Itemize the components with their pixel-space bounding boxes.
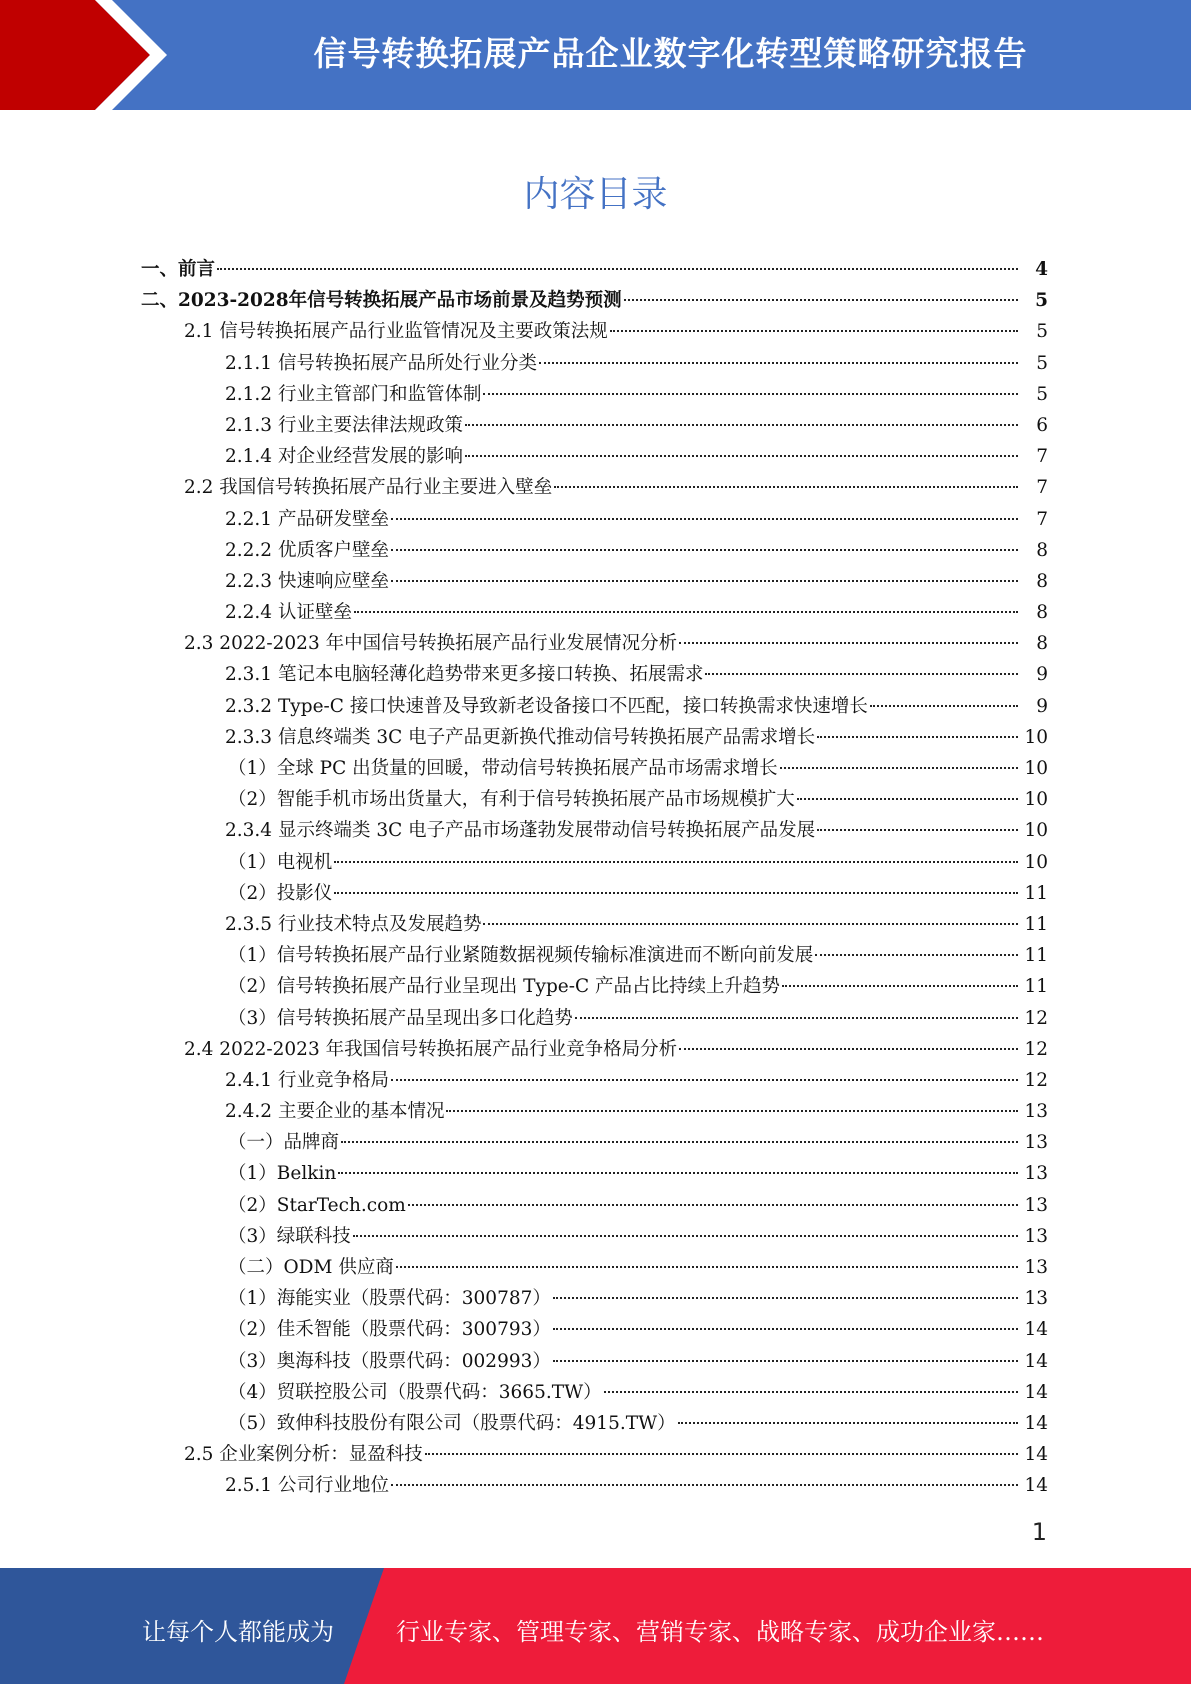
toc-entry-label: （4）贸联控股公司（股票代码：3665.TW） bbox=[228, 1381, 602, 1403]
toc-entry[interactable] bbox=[0, 784, 1191, 815]
toc-entry-page: 13 bbox=[1024, 1132, 1048, 1154]
toc-entry-page: 14 bbox=[1024, 1444, 1048, 1466]
toc-dot-leader bbox=[817, 829, 1018, 831]
toc-entry-page: 14 bbox=[1024, 1475, 1048, 1497]
toc-entry-page: 14 bbox=[1024, 1319, 1048, 1341]
toc-entry[interactable] bbox=[0, 722, 1191, 753]
toc-entry[interactable] bbox=[0, 753, 1191, 784]
toc-entry-label: 2.3.2 Type-C 接口快速普及导致新老设备接口不匹配，接口转换需求快速增长 bbox=[225, 695, 868, 717]
toc-entry-label: 二、2023-2028年信号转换拓展产品市场前景及趋势预测 bbox=[141, 290, 622, 312]
toc-entry[interactable] bbox=[0, 1346, 1191, 1377]
toc-dot-leader bbox=[610, 330, 1018, 332]
toc-entry-label: （2）StarTech.com bbox=[228, 1194, 406, 1216]
toc-dot-leader bbox=[679, 642, 1018, 644]
toc-dot-leader bbox=[679, 1048, 1018, 1050]
footer-banner bbox=[0, 1568, 1191, 1684]
header-banner bbox=[0, 0, 1191, 110]
toc-entry-label: 2.2.2 优质客户壁垒 bbox=[225, 539, 389, 561]
toc-entry-label: 2.1.3 行业主要法律法规政策 bbox=[225, 414, 463, 436]
toc-dot-leader bbox=[483, 923, 1018, 925]
toc-entry-page: 13 bbox=[1024, 1288, 1048, 1310]
toc-entry-label: （二）ODM 供应商 bbox=[228, 1257, 394, 1278]
toc-entry-page: 11 bbox=[1024, 976, 1048, 998]
toc-entry-page: 10 bbox=[1024, 820, 1048, 842]
toc-entry-page: 9 bbox=[1036, 664, 1048, 686]
toc-entry-label: （3）信号转换拓展产品呈现出多口化趋势 bbox=[228, 1007, 573, 1029]
toc-entry-page: 12 bbox=[1024, 1069, 1048, 1091]
toc-entry-label: 2.4.1 行业竞争格局 bbox=[225, 1069, 389, 1091]
toc-dot-leader bbox=[782, 985, 1018, 987]
table-of-contents bbox=[0, 254, 1191, 1502]
toc-dot-leader bbox=[354, 611, 1018, 613]
toc-dot-leader bbox=[408, 1204, 1018, 1206]
toc-entry-label: 2.2 我国信号转换拓展产品行业主要进入壁垒 bbox=[184, 477, 553, 499]
toc-dot-leader bbox=[391, 580, 1018, 582]
toc-entry-page: 5 bbox=[1036, 383, 1048, 405]
toc-entry[interactable] bbox=[0, 441, 1191, 472]
toc-entry[interactable] bbox=[0, 1252, 1191, 1283]
toc-entry-page: 9 bbox=[1036, 695, 1048, 717]
toc-entry[interactable] bbox=[0, 971, 1191, 1002]
toc-entry-page: 11 bbox=[1024, 913, 1048, 935]
toc-entry[interactable] bbox=[0, 1314, 1191, 1345]
toc-entry-label: （3）奥海科技（股票代码：002993） bbox=[228, 1350, 551, 1372]
toc-entry-page: 14 bbox=[1024, 1350, 1048, 1372]
toc-entry-page: 10 bbox=[1024, 851, 1048, 873]
toc-entry-page: 10 bbox=[1024, 758, 1048, 779]
toc-entry[interactable] bbox=[0, 1158, 1191, 1189]
toc-entry[interactable] bbox=[0, 254, 1191, 285]
toc-entry-page: 13 bbox=[1024, 1163, 1048, 1185]
toc-entry[interactable] bbox=[0, 316, 1191, 347]
toc-entry[interactable] bbox=[0, 472, 1191, 503]
toc-entry-label: 2.5 企业案例分析：显盈科技 bbox=[184, 1444, 423, 1466]
toc-entry-page: 11 bbox=[1024, 882, 1048, 904]
toc-entry-label: （一）品牌商 bbox=[228, 1132, 340, 1154]
toc-entry[interactable] bbox=[0, 815, 1191, 846]
toc-dot-leader bbox=[817, 736, 1018, 738]
toc-entry[interactable] bbox=[0, 1127, 1191, 1158]
toc-dot-leader bbox=[604, 1391, 1018, 1393]
toc-entry-page: 6 bbox=[1036, 414, 1048, 436]
toc-entry[interactable] bbox=[0, 1283, 1191, 1314]
toc-entry[interactable] bbox=[0, 1408, 1191, 1439]
toc-heading: 内容目录 bbox=[523, 174, 668, 215]
toc-dot-leader bbox=[391, 1079, 1018, 1081]
toc-dot-leader bbox=[465, 455, 1018, 457]
toc-entry-page: 13 bbox=[1024, 1194, 1048, 1216]
toc-entry[interactable] bbox=[0, 285, 1191, 316]
toc-entry-label: 2.2.1 产品研发壁垒 bbox=[225, 508, 389, 530]
toc-entry-label: 2.3.3 信息终端类 3C 电子产品更新换代推动信号转换拓展产品需求增长 bbox=[225, 726, 816, 748]
toc-entry-label: 2.2.4 认证壁垒 bbox=[225, 602, 352, 624]
toc-entry-label: （2）佳禾智能（股票代码：300793） bbox=[228, 1319, 551, 1341]
toc-entry-label: 2.1.1 信号转换拓展产品所处行业分类 bbox=[225, 352, 537, 374]
toc-entry[interactable] bbox=[0, 597, 1191, 628]
toc-entry-label: 2.3 2022-2023 年中国信号转换拓展产品行业发展情况分析 bbox=[184, 633, 678, 655]
toc-entry-label: 2.5.1 公司行业地位 bbox=[225, 1475, 389, 1497]
toc-entry-label: （1）全球 PC 出货量的回暖，带动信号转换拓展产品市场需求增长 bbox=[228, 758, 778, 779]
toc-entry-page: 7 bbox=[1036, 508, 1048, 530]
report-title: 信号转换拓展产品企业数字化转型策略研究报告 bbox=[313, 34, 1028, 73]
toc-dot-leader bbox=[446, 1110, 1018, 1112]
toc-entry-label: （3）绿联科技 bbox=[228, 1225, 351, 1247]
toc-entry[interactable] bbox=[0, 535, 1191, 566]
toc-entry[interactable] bbox=[0, 348, 1191, 379]
toc-entry[interactable] bbox=[0, 566, 1191, 597]
toc-entry[interactable] bbox=[0, 659, 1191, 690]
toc-entry-label: （1）Belkin bbox=[228, 1163, 337, 1185]
toc-entry-page: 8 bbox=[1036, 602, 1048, 624]
toc-entry-label: 2.2.3 快速响应壁垒 bbox=[225, 570, 389, 592]
toc-entry[interactable] bbox=[0, 1003, 1191, 1034]
toc-entry[interactable] bbox=[0, 1377, 1191, 1408]
toc-entry-page: 10 bbox=[1024, 789, 1048, 811]
toc-entry[interactable] bbox=[0, 410, 1191, 441]
toc-entry[interactable] bbox=[0, 691, 1191, 722]
toc-entry[interactable] bbox=[0, 1221, 1191, 1252]
toc-entry-label: 2.3.1 笔记本电脑轻薄化趋势带来更多接口转换、拓展需求 bbox=[225, 664, 704, 686]
toc-entry[interactable] bbox=[0, 1034, 1191, 1065]
toc-dot-leader bbox=[353, 1235, 1018, 1237]
toc-dot-leader bbox=[705, 673, 1018, 675]
toc-entry-label: （2）智能手机市场出货量大，有利于信号转换拓展产品市场规模扩大 bbox=[228, 789, 795, 811]
toc-dot-leader bbox=[334, 892, 1018, 894]
toc-entry-page: 14 bbox=[1024, 1412, 1048, 1434]
toc-entry[interactable] bbox=[0, 504, 1191, 535]
toc-dot-leader bbox=[553, 1297, 1018, 1299]
toc-entry[interactable] bbox=[0, 847, 1191, 878]
toc-dot-leader bbox=[870, 705, 1018, 707]
toc-entry-page: 7 bbox=[1036, 477, 1048, 499]
toc-dot-leader bbox=[391, 549, 1018, 551]
toc-entry[interactable] bbox=[0, 878, 1191, 909]
toc-dot-leader bbox=[539, 362, 1018, 364]
toc-entry-label: （2）信号转换拓展产品行业呈现出 Type-C 产品占比持续上升趋势 bbox=[228, 976, 781, 998]
toc-dot-leader bbox=[815, 954, 1018, 956]
toc-entry-label: （1）海能实业（股票代码：300787） bbox=[228, 1288, 551, 1310]
toc-dot-leader bbox=[341, 1141, 1018, 1143]
toc-entry-page: 5 bbox=[1035, 290, 1048, 312]
toc-entry-page: 13 bbox=[1024, 1101, 1048, 1123]
toc-entry-label: 2.3.5 行业技术特点及发展趋势 bbox=[225, 913, 482, 935]
toc-entry-page: 5 bbox=[1036, 321, 1048, 343]
toc-entry-page: 13 bbox=[1024, 1257, 1048, 1278]
toc-entry[interactable] bbox=[0, 379, 1191, 410]
toc-dot-leader bbox=[678, 1422, 1018, 1424]
toc-entry-label: 2.4 2022-2023 年我国信号转换拓展产品行业竞争格局分析 bbox=[184, 1038, 678, 1060]
toc-entry[interactable] bbox=[0, 1190, 1191, 1221]
toc-entry-label: 一、前言 bbox=[141, 259, 216, 280]
toc-entry-page: 8 bbox=[1036, 570, 1048, 592]
toc-entry-label: （1）电视机 bbox=[228, 851, 333, 873]
toc-entry[interactable] bbox=[0, 1470, 1191, 1501]
toc-dot-leader bbox=[553, 1328, 1018, 1330]
toc-entry-page: 4 bbox=[1035, 259, 1048, 280]
toc-entry-page: 8 bbox=[1036, 633, 1048, 655]
toc-dot-leader bbox=[396, 1266, 1018, 1268]
toc-entry[interactable] bbox=[0, 909, 1191, 940]
footer-slogan-left: 让每个人都能成为 bbox=[142, 1618, 334, 1646]
toc-entry-page: 10 bbox=[1024, 726, 1048, 748]
toc-entry[interactable] bbox=[0, 940, 1191, 971]
toc-entry-label: （2）投影仪 bbox=[228, 882, 333, 904]
toc-dot-leader bbox=[217, 268, 1018, 270]
toc-entry[interactable] bbox=[0, 1065, 1191, 1096]
toc-entry[interactable] bbox=[0, 628, 1191, 659]
toc-entry-page: 7 bbox=[1036, 446, 1048, 468]
toc-entry-label: 2.1.4 对企业经营发展的影响 bbox=[225, 446, 463, 468]
toc-entry-page: 11 bbox=[1024, 945, 1048, 967]
toc-dot-leader bbox=[553, 1360, 1018, 1362]
toc-dot-leader bbox=[334, 861, 1018, 863]
page-number: 1 bbox=[1031, 1518, 1047, 1546]
toc-entry-page: 5 bbox=[1036, 352, 1048, 374]
toc-entry-page: 14 bbox=[1024, 1381, 1048, 1403]
toc-entry-page: 8 bbox=[1036, 539, 1048, 561]
toc-entry-label: 2.4.2 主要企业的基本情况 bbox=[225, 1101, 445, 1123]
toc-dot-leader bbox=[554, 486, 1018, 488]
toc-dot-leader bbox=[780, 767, 1018, 769]
toc-dot-leader bbox=[575, 1017, 1018, 1019]
toc-entry-page: 12 bbox=[1024, 1007, 1048, 1029]
toc-entry-label: 2.1 信号转换拓展产品行业监管情况及主要政策法规 bbox=[184, 321, 608, 343]
toc-dot-leader bbox=[624, 299, 1018, 301]
toc-entry-label: （5）致伸科技股份有限公司（股票代码：4915.TW） bbox=[228, 1412, 676, 1434]
toc-dot-leader bbox=[465, 424, 1018, 426]
toc-entry-page: 12 bbox=[1024, 1038, 1048, 1060]
toc-dot-leader bbox=[797, 798, 1018, 800]
toc-entry-label: 2.1.2 行业主管部门和监管体制 bbox=[225, 383, 482, 405]
footer-slogan-right: 行业专家、管理专家、营销专家、战略专家、成功企业家…… bbox=[396, 1618, 1044, 1646]
toc-dot-leader bbox=[391, 1484, 1018, 1486]
toc-entry[interactable] bbox=[0, 1439, 1191, 1470]
toc-dot-leader bbox=[425, 1453, 1018, 1455]
toc-entry[interactable] bbox=[0, 1096, 1191, 1127]
toc-entry-label: 2.3.4 显示终端类 3C 电子产品市场蓬勃发展带动信号转换拓展产品发展 bbox=[225, 820, 816, 842]
toc-entry-label: （1）信号转换拓展产品行业紧随数据视频传输标准演进而不断向前发展 bbox=[228, 945, 814, 967]
toc-entry-page: 13 bbox=[1024, 1225, 1048, 1247]
toc-dot-leader bbox=[483, 393, 1018, 395]
toc-dot-leader bbox=[338, 1172, 1018, 1174]
toc-dot-leader bbox=[391, 518, 1018, 520]
